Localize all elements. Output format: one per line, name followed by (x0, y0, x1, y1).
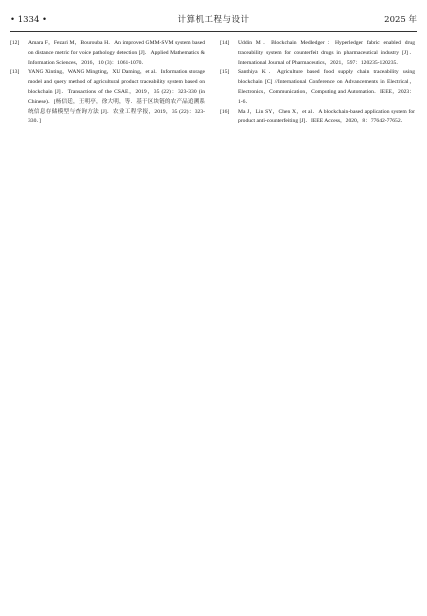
reference-item (220, 39, 415, 68)
reference-text: Uddin M．Blockchain Medledger：Hyperledger fabric enabled drug traceability system for counterfeit drugs in pharmaceutical industry [J]．International Journal of Pharmaceutics，2021，597：120235-120235． (238, 40, 415, 66)
header-rule (10, 31, 417, 32)
reference-number: [15] (220, 69, 230, 76)
references-right-column (220, 39, 415, 127)
publication-year: 2025 年 (384, 15, 417, 25)
reference-item (10, 68, 205, 127)
reference-number: [13] (10, 69, 20, 76)
reference-text: Santhiya K．Agriculture based food supply chain traceability using blockchain [C] //International Conference on Advancements in Electrical，Electronics，Communication，Computing and Automation．IEEE，2023：1-6． (238, 69, 415, 105)
reference-number: [12] (10, 40, 20, 46)
reference-item (220, 108, 415, 128)
page-header (10, 12, 417, 28)
reference-item (220, 68, 415, 107)
journal-title: 计算机工程与设计 (177, 15, 250, 25)
reference-text: Ma J，Lin SY，Chen X，et al．A blockchain-based application system for product anti-counterfeiting [J]．IEEE Access，2020，8：77642-77652． (238, 108, 415, 125)
references-left-column (10, 39, 205, 127)
page-number: • 1334 • (10, 15, 48, 25)
reference-number: [14] (220, 40, 230, 46)
reference-number: [16] (220, 108, 230, 115)
reference-item (10, 39, 205, 68)
reference-text: YANG Xinting，WANG Mingting，XU Daming，et al．Information storage model and query method of agricultural product traceability system based on blockchain [J]．Transactions of the CSAE，2019，35 (22)：323-330 (in Chinese)．[杨信廷，王明亭，徐大明，等．基于区块链的农产品追溯系统信息存储模型与查询方法 [J]．农业工程学报，2019，35 (22)：323-330．] (28, 69, 205, 125)
reference-text: Amara F，Fezari M，Bourouba H．An improved GMM-SVM system based on distance metric for voice pathology detection [J]．Applied Mathematics & Information Sciences，2016，10 (3)：1061-1070． (28, 40, 205, 66)
